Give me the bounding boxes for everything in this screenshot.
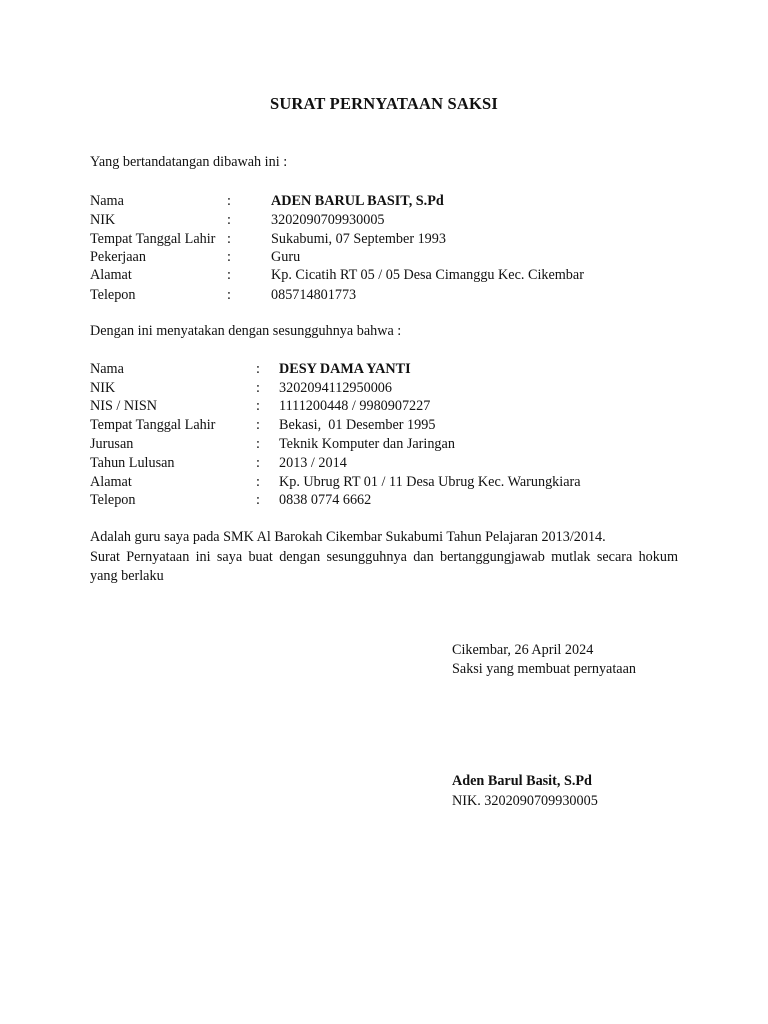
field-separator: :	[256, 398, 260, 414]
signer-name: Aden Barul Basit, S.Pd	[452, 773, 592, 789]
field-separator: :	[256, 361, 260, 377]
field-label: Alamat	[90, 474, 132, 490]
field-label: Nama	[90, 361, 124, 377]
field-value: Kp. Ubrug RT 01 / 11 Desa Ubrug Kec. Warungkiara	[279, 474, 581, 490]
field-separator: :	[256, 417, 260, 433]
field-value: Teknik Komputer dan Jaringan	[279, 436, 455, 452]
field-value: Bekasi, 01 Desember 1995	[279, 417, 436, 433]
field-label: Nama	[90, 193, 124, 209]
field-separator: :	[227, 212, 231, 228]
statement-paragraph: Surat Pernyataan ini saya buat dengan sesungguhnya dan bertanggungjawab mutlak secara hokum yang berlaku	[90, 549, 678, 585]
field-label: Tempat Tanggal Lahir	[90, 417, 216, 433]
field-separator: :	[256, 474, 260, 490]
statement-line-teacher: Adalah guru saya pada SMK Al Barokah Cikembar Sukabumi Tahun Pelajaran 2013/2014.	[90, 529, 606, 545]
statement-intro-text: Dengan ini menyatakan dengan sesungguhnya bahwa :	[90, 323, 402, 339]
field-separator: :	[256, 380, 260, 396]
field-label: Tahun Lulusan	[90, 455, 175, 471]
field-value: DESY DAMA YANTI	[279, 361, 411, 377]
field-value: 1111200448 / 9980907227	[279, 398, 431, 414]
field-label: Telepon	[90, 492, 136, 508]
field-separator: :	[227, 267, 231, 283]
field-label: Tempat Tanggal Lahir	[90, 231, 216, 247]
document-title: SURAT PERNYATAAN SAKSI	[269, 94, 499, 113]
field-value: 2013 / 2014	[279, 455, 347, 471]
field-label: Pekerjaan	[90, 249, 146, 265]
field-value: 3202094112950006	[279, 380, 392, 396]
intro-text: Yang bertandatangan dibawah ini :	[90, 154, 288, 170]
field-separator: :	[256, 492, 260, 508]
field-separator: :	[227, 193, 231, 209]
field-label: NIK	[90, 380, 116, 396]
field-separator: :	[227, 249, 231, 265]
field-separator: :	[227, 231, 231, 247]
field-value: Guru	[271, 249, 301, 265]
field-value: Sukabumi, 07 September 1993	[271, 231, 446, 247]
field-label: Jurusan	[90, 436, 134, 452]
field-label: Telepon	[90, 287, 136, 303]
field-value: 085714801773	[271, 287, 357, 303]
field-label: NIK	[90, 212, 116, 228]
field-label: NIS / NISN	[90, 398, 158, 414]
signer-role: Saksi yang membuat pernyataan	[452, 661, 636, 677]
signer-nik: NIK. 3202090709930005	[452, 793, 598, 809]
field-value: 3202090709930005	[271, 212, 385, 228]
field-value: 0838 0774 6662	[279, 492, 372, 508]
field-separator: :	[256, 436, 260, 452]
field-value: Kp. Cicatih RT 05 / 05 Desa Cimanggu Kec. Cikembar	[271, 267, 584, 283]
field-separator: :	[256, 455, 260, 471]
field-separator: :	[227, 287, 231, 303]
field-value: ADEN BARUL BASIT, S.Pd	[271, 193, 444, 209]
place-date: Cikembar, 26 April 2024	[452, 642, 594, 658]
field-label: Alamat	[90, 267, 132, 283]
